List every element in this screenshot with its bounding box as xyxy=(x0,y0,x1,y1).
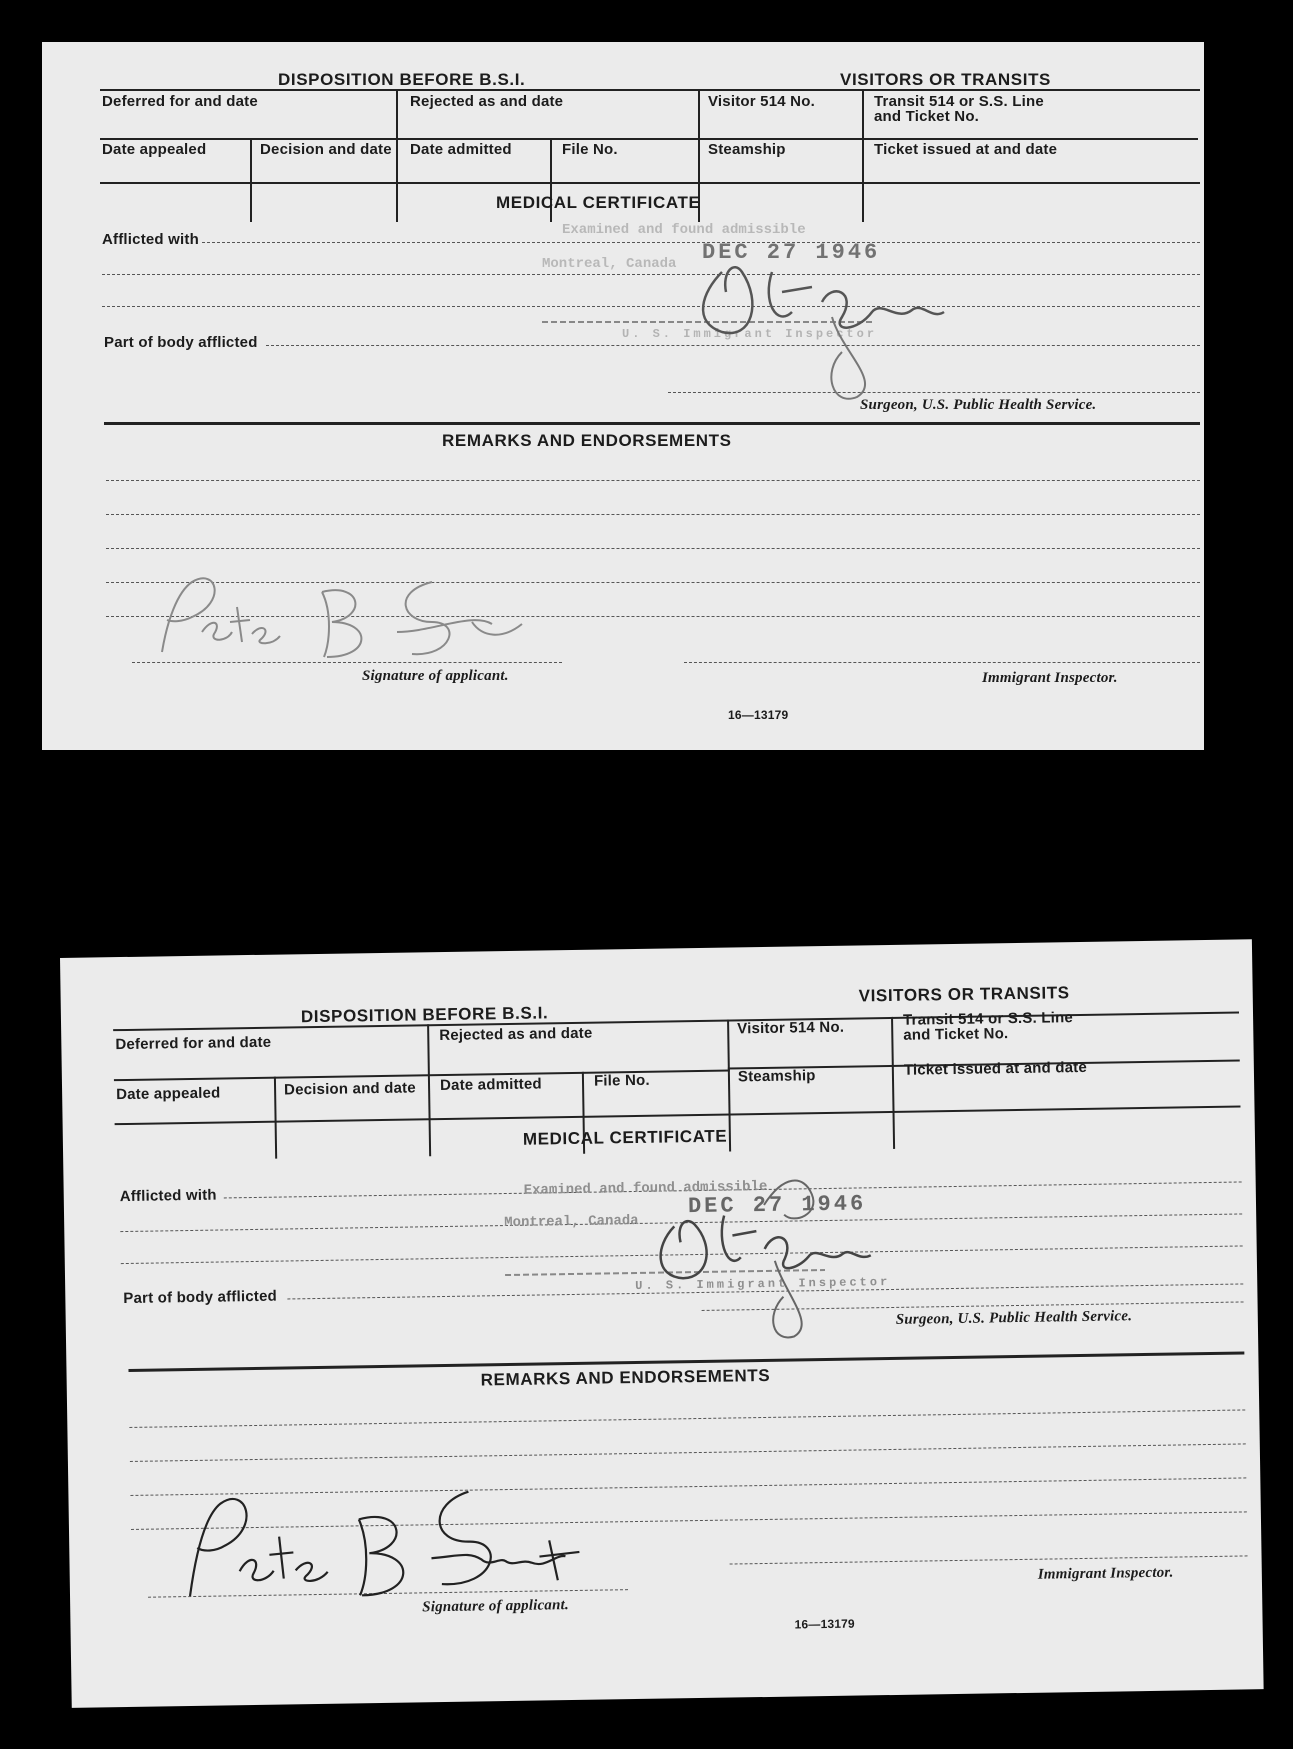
ticket-issued-label: Ticket issued at and date xyxy=(874,141,1058,158)
remarks-line xyxy=(130,1477,1246,1496)
admission-stamp-title: U. S. Immigrant Inspector xyxy=(622,327,878,341)
row-rule xyxy=(115,1105,1241,1125)
afflicted-line xyxy=(120,1213,1242,1232)
remarks-header: REMARKS AND ENDORSEMENTS xyxy=(442,431,732,450)
column-divider xyxy=(891,1017,895,1149)
date-appealed-label: Date appealed xyxy=(116,1084,221,1104)
section-rule xyxy=(104,422,1200,425)
afflicted-line xyxy=(202,242,1200,243)
deferred-label: Deferred for and date xyxy=(102,93,258,110)
remarks-line xyxy=(106,548,1200,549)
admission-stamp-line2: Montreal, Canada xyxy=(542,256,677,272)
admission-stamp-date: DEC 27 1946 xyxy=(702,240,881,265)
afflicted-label: Afflicted with xyxy=(102,231,199,248)
medical-header: MEDICAL CERTIFICATE xyxy=(496,193,701,212)
inspector-line xyxy=(684,662,1200,663)
ticket-no-label: and Ticket No. xyxy=(874,108,980,125)
column-divider xyxy=(862,90,864,222)
date-admitted-label: Date admitted xyxy=(439,1075,542,1095)
transit-label: Transit 514 or S.S. Line xyxy=(902,1009,1074,1029)
row-rule xyxy=(100,182,1200,184)
afflicted-line xyxy=(102,306,1200,307)
column-divider xyxy=(250,138,252,222)
afflicted-label: Afflicted with xyxy=(119,1186,217,1206)
index-card-back xyxy=(60,939,1264,1708)
inspector-label: Immigrant Inspector. xyxy=(982,670,1118,686)
remarks-line xyxy=(106,514,1200,515)
header-rule xyxy=(100,89,1200,91)
decision-label: Decision and date xyxy=(260,141,392,158)
applicant-signature xyxy=(132,562,572,672)
remarks-line xyxy=(106,480,1200,481)
transit-label: Transit 514 or S.S. Line xyxy=(874,93,1044,110)
column-divider xyxy=(396,90,398,222)
part-of-body-line xyxy=(266,345,1200,346)
surgeon-label: Surgeon, U.S. Public Health Service. xyxy=(895,1308,1133,1328)
steamship-label: Steamship xyxy=(708,141,786,158)
visitor-no-label: Visitor 514 No. xyxy=(737,1018,845,1038)
admission-stamp-line1: Examined and found admissible xyxy=(562,222,806,238)
inspector-label: Immigrant Inspector. xyxy=(1037,1564,1174,1583)
surgeon-label: Surgeon, U.S. Public Health Service. xyxy=(860,397,1097,413)
disposition-header: DISPOSITION BEFORE B.S.I. xyxy=(278,70,526,89)
medical-header: MEDICAL CERTIFICATE xyxy=(522,1126,728,1149)
ticket-no-label: and Ticket No. xyxy=(903,1025,1009,1044)
remarks-header: REMARKS AND ENDORSEMENTS xyxy=(480,1365,771,1390)
ticket-issued-label: Ticket issued at and date xyxy=(903,1058,1088,1079)
admission-stamp-title: U. S. Immigrant Inspector xyxy=(635,1275,891,1294)
part-of-body-label: Part of body afflicted xyxy=(123,1287,278,1308)
admission-stamp-date: DEC 27 1946 xyxy=(687,1191,867,1220)
column-divider xyxy=(727,1019,731,1151)
form-number: 16—13179 xyxy=(728,708,789,722)
date-admitted-label: Date admitted xyxy=(410,141,512,158)
column-divider xyxy=(274,1077,277,1159)
disposition-header: DISPOSITION BEFORE B.S.I. xyxy=(300,1003,549,1027)
remarks-line xyxy=(129,1409,1245,1428)
surgeon-line xyxy=(668,392,1200,393)
rejected-label: Rejected as and date xyxy=(410,93,564,110)
remarks-line xyxy=(131,1511,1247,1530)
visitor-no-label: Visitor 514 No. xyxy=(708,93,815,110)
form-number: 16—13179 xyxy=(794,1616,855,1632)
admission-stamp-line2: Montreal, Canada xyxy=(504,1212,639,1232)
part-of-body-label: Part of body afflicted xyxy=(104,334,258,351)
inspector-line xyxy=(730,1555,1248,1564)
visitors-header: VISITORS OR TRANSITS xyxy=(840,70,1051,89)
visitors-header: VISITORS OR TRANSITS xyxy=(858,983,1070,1006)
decision-label: Decision and date xyxy=(283,1079,416,1099)
steamship-label: Steamship xyxy=(737,1067,816,1086)
surgeon-line xyxy=(702,1301,1244,1311)
admission-stamp-line1: Examined and found admissible xyxy=(523,1178,768,1199)
afflicted-line xyxy=(102,274,1200,275)
afflicted-line xyxy=(121,1245,1243,1264)
signature-label: Signature of applicant. xyxy=(422,1597,570,1616)
date-appealed-label: Date appealed xyxy=(102,141,207,158)
signature-label: Signature of applicant. xyxy=(362,668,509,684)
remarks-line xyxy=(106,616,1200,617)
remarks-line xyxy=(130,1443,1246,1462)
remarks-line xyxy=(106,582,1200,583)
rejected-label: Rejected as and date xyxy=(439,1024,593,1045)
row-rule xyxy=(698,138,1198,140)
file-no-label: File No. xyxy=(562,141,618,158)
column-divider xyxy=(427,1024,431,1156)
row-rule xyxy=(100,138,700,140)
deferred-label: Deferred for and date xyxy=(115,1033,272,1054)
signature-line xyxy=(132,662,562,663)
index-card-front xyxy=(42,42,1204,750)
file-no-label: File No. xyxy=(593,1071,650,1090)
